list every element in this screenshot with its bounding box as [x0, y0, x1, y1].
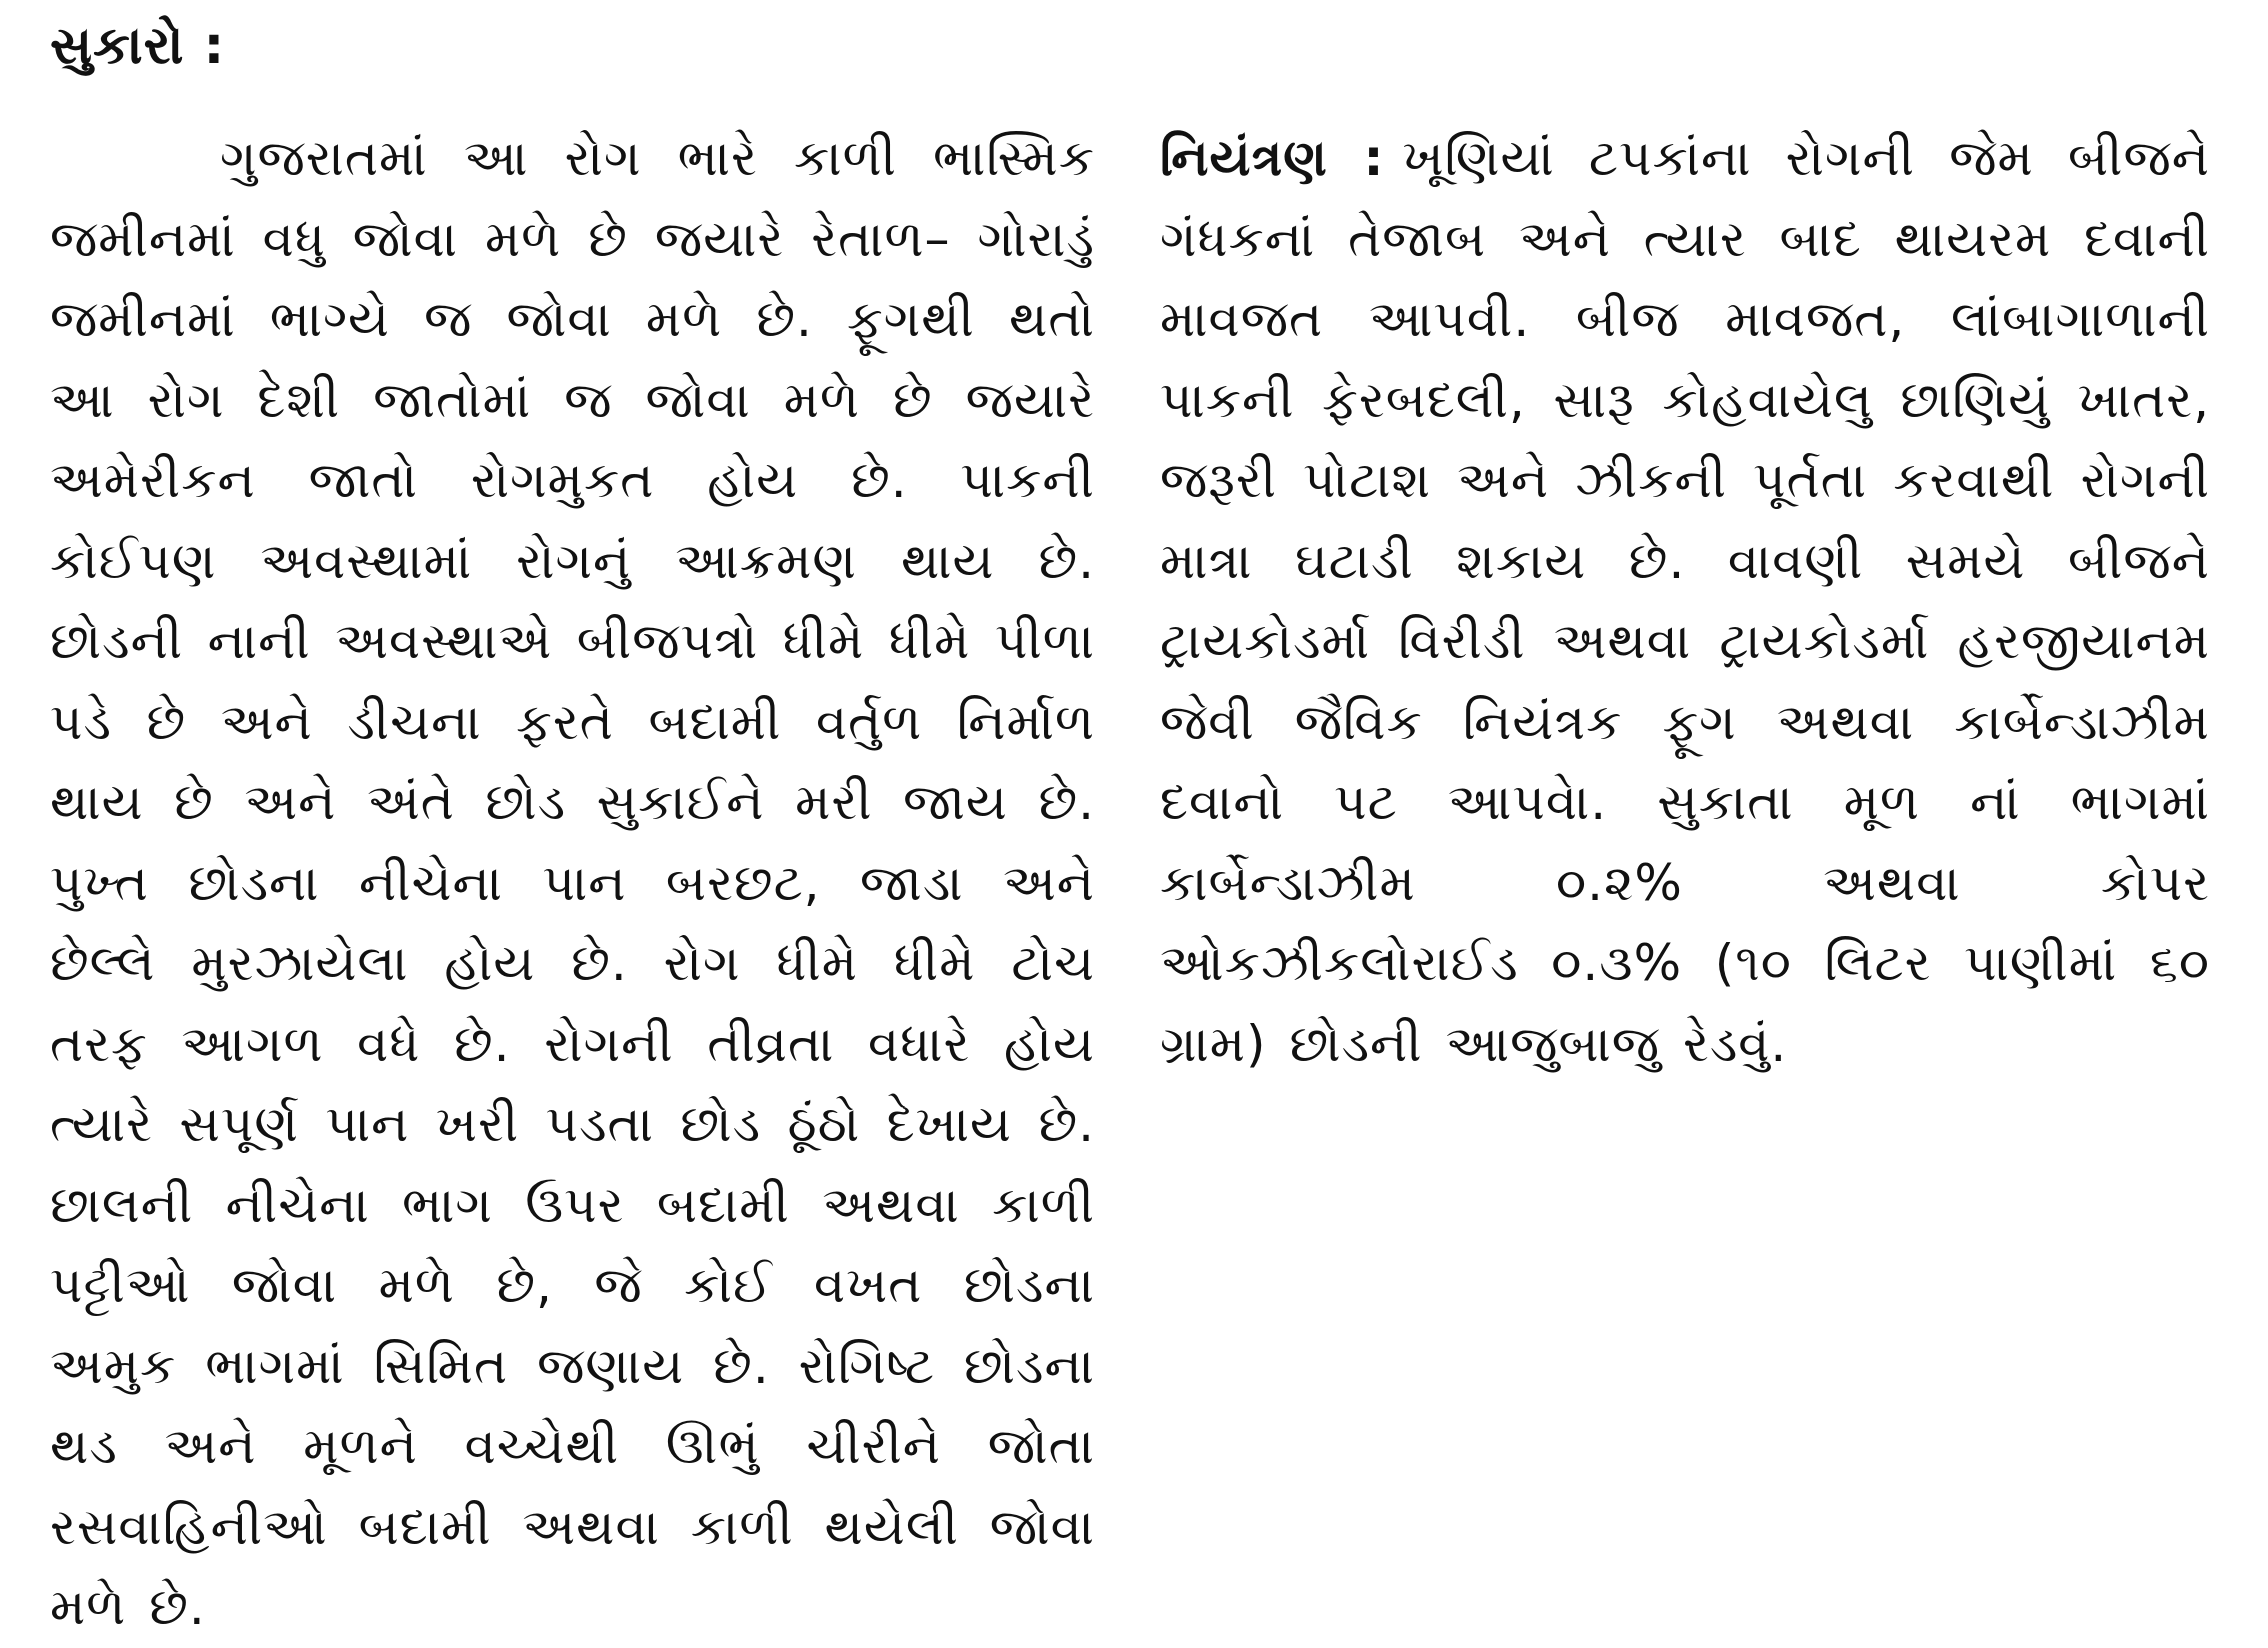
control-paragraph-block [1160, 118, 2210, 1084]
left-column [50, 118, 1095, 1648]
symptoms-paragraph: ગુજરાતમાં આ રોગ ભારે કાળી ભાસ્મિક જમીનમાં વધુ જોવા મળે છે જયારે રેતાળ– ગોરાડું જમીનમાં ભાગ્યે જ જોવા મળે છે. ફૂગથી થતો આ રોગ દેશી જાતોમાં જ જોવા મળે છે જયારે અમેરીકન જાતો રોગમુકત હોય છે. પાકની કોઈપણ અવસ્થામાં રોગનું આક્રમણ થાય છે. છોડની નાની અવસ્થાએ બીજપત્રો ધીમે ધીમે પીળા પડે છે અને ડીચના ફરતે બદામી વર્તુળ નિર્માળ થાય છે અને અંતે છોડ સુકાઈને મરી જાય છે. પુખ્ત છોડના નીચેના પાન બરછટ, જાડા અને છેલ્લે મુરઝાયેલા હોય છે. રોગ ધીમે ધીમે ટોચ તરફ આગળ વધે છે. રોગની તીવ્રતા વધારે હોય ત્યારે સપૂર્ણ પાન ખરી પડતા છોડ ઠૂંઠો દેખાય છે. છાલની નીચેના ભાગ ઉપર બદામી અથવા કાળી પટ્ટીઓ જોવા મળે છે, જે કોઈ વખત છોડના અમુક ભાગમાં સિમિત જણાય છે. રોગિષ્ટ છોડના થડ અને મૂળને વચ્ચેથી ઊભું ચીરીને જોતા રસવાહિનીઓ બદામી અથવા કાળી થયેલી જોવા મળે છે. [50, 129, 1095, 1636]
control-lead-label: નિયંત્રણ : [1160, 129, 1385, 187]
section-heading: સુકારો : [50, 16, 226, 76]
control-paragraph: ખૂણિયાં ટપકાંના રોગની જેમ બીજને ગંધકનાં તેજાબ અને ત્યાર બાદ થાયરમ દવાની માવજત આપવી. બીજ માવજત, લાંબાગાળાની પાકની ફેરબદલી, સારૂ કોહવાયેલુ છાણિયું ખાતર, જરૂરી પોટાશ અને ઝીકની પૂર્તતા કરવાથી રોગની માત્રા ઘટાડી શકાય છે. વાવણી સમયે બીજને ટ્રાયકોડર્મા વિરીડી અથવા ટ્રાયકોડર્મા હરજીયાનમ જેવી જૈવિક નિયંત્રક ફૂગ અથવા કાર્બેન્ડાઝીમ દવાનો પટ આપવેા. સુકાતા મૂળ નાં ભાગમાં કાર્બેન્ડાઝીમ ૦.૨% અથવા કોપર ઓકઝીકલોરાઈડ ૦.૩% (૧૦ લિટર પાણીમાં ૬૦ ગ્રામ) છોડની આજુબાજુ રેડવું. [1160, 129, 2210, 1073]
right-column [1160, 118, 2210, 1084]
